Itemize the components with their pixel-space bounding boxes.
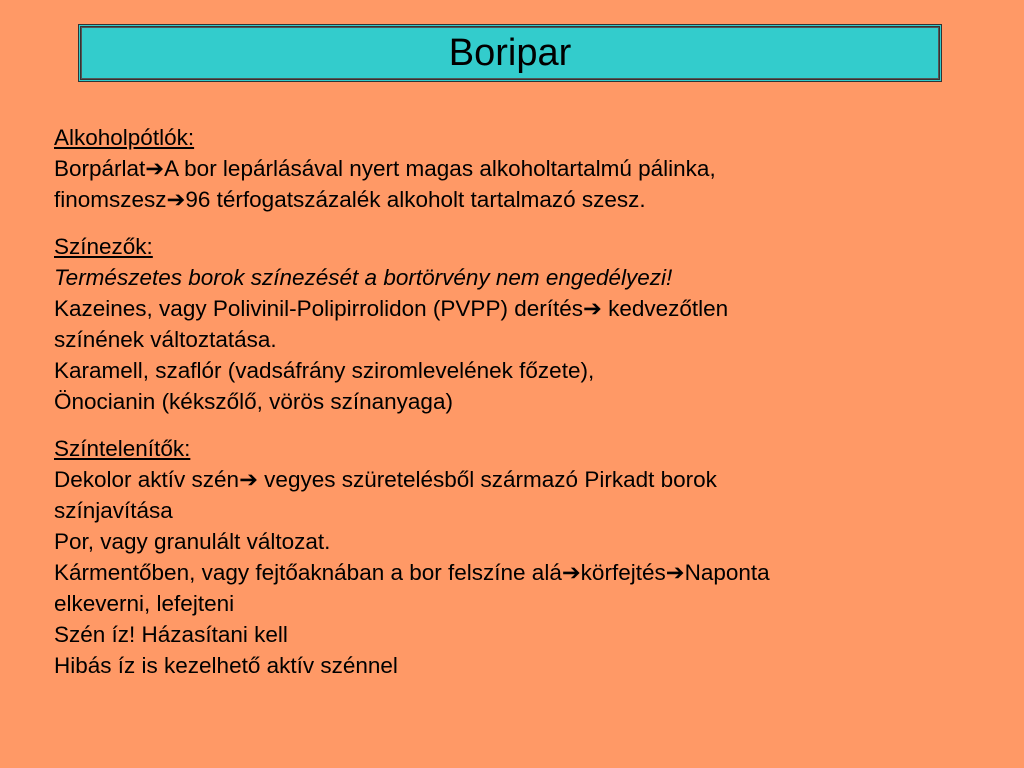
text-line: Kármentőben, vagy fejtőaknában a bor felszíne alá➔körfejtés➔Naponta bbox=[54, 560, 770, 585]
text-line: Borpárlat➔A bor lepárlásával nyert magas alkoholtartalmú pálinka, bbox=[54, 156, 716, 181]
text-line: Por, vagy granulált változat. bbox=[54, 529, 331, 554]
section-szintelenitok bbox=[54, 433, 994, 681]
text-line: Hibás íz is kezelhető aktív szénnel bbox=[54, 653, 398, 678]
text-line: színének változtatása. bbox=[54, 327, 277, 352]
italic-note: Természetes borok színezését a bortörvény nem engedélyezi! bbox=[54, 265, 673, 290]
text-line: Önocianin (kékszőlő, vörös színanyaga) bbox=[54, 389, 453, 414]
page-title: Boripar bbox=[448, 32, 572, 74]
slide-content bbox=[54, 122, 994, 697]
text-line: Szén íz! Házasítani kell bbox=[54, 622, 288, 647]
section-szinezok bbox=[54, 231, 994, 417]
text-line: Kazeines, vagy Polivinil-Polipirrolidon (PVPP) derítés➔ kedvezőtlen bbox=[54, 296, 729, 321]
text-line: Dekolor aktív szén➔ vegyes szüretelésből származó Pirkadt borok bbox=[54, 467, 717, 492]
section-alkoholpotlok bbox=[54, 122, 994, 215]
title-box bbox=[78, 24, 942, 82]
text-line: elkeverni, lefejteni bbox=[54, 591, 235, 616]
section-heading: Alkoholpótlók: bbox=[54, 125, 195, 150]
text-line: színjavítása bbox=[54, 498, 173, 523]
section-heading: Színezők: bbox=[54, 234, 153, 259]
section-heading: Színtelenítők: bbox=[54, 436, 191, 461]
text-line: Karamell, szaflór (vadsáfrány sziromlevelének főzete), bbox=[54, 358, 595, 383]
text-line: finomszesz➔96 térfogatszázalék alkoholt tartalmazó szesz. bbox=[54, 187, 646, 212]
